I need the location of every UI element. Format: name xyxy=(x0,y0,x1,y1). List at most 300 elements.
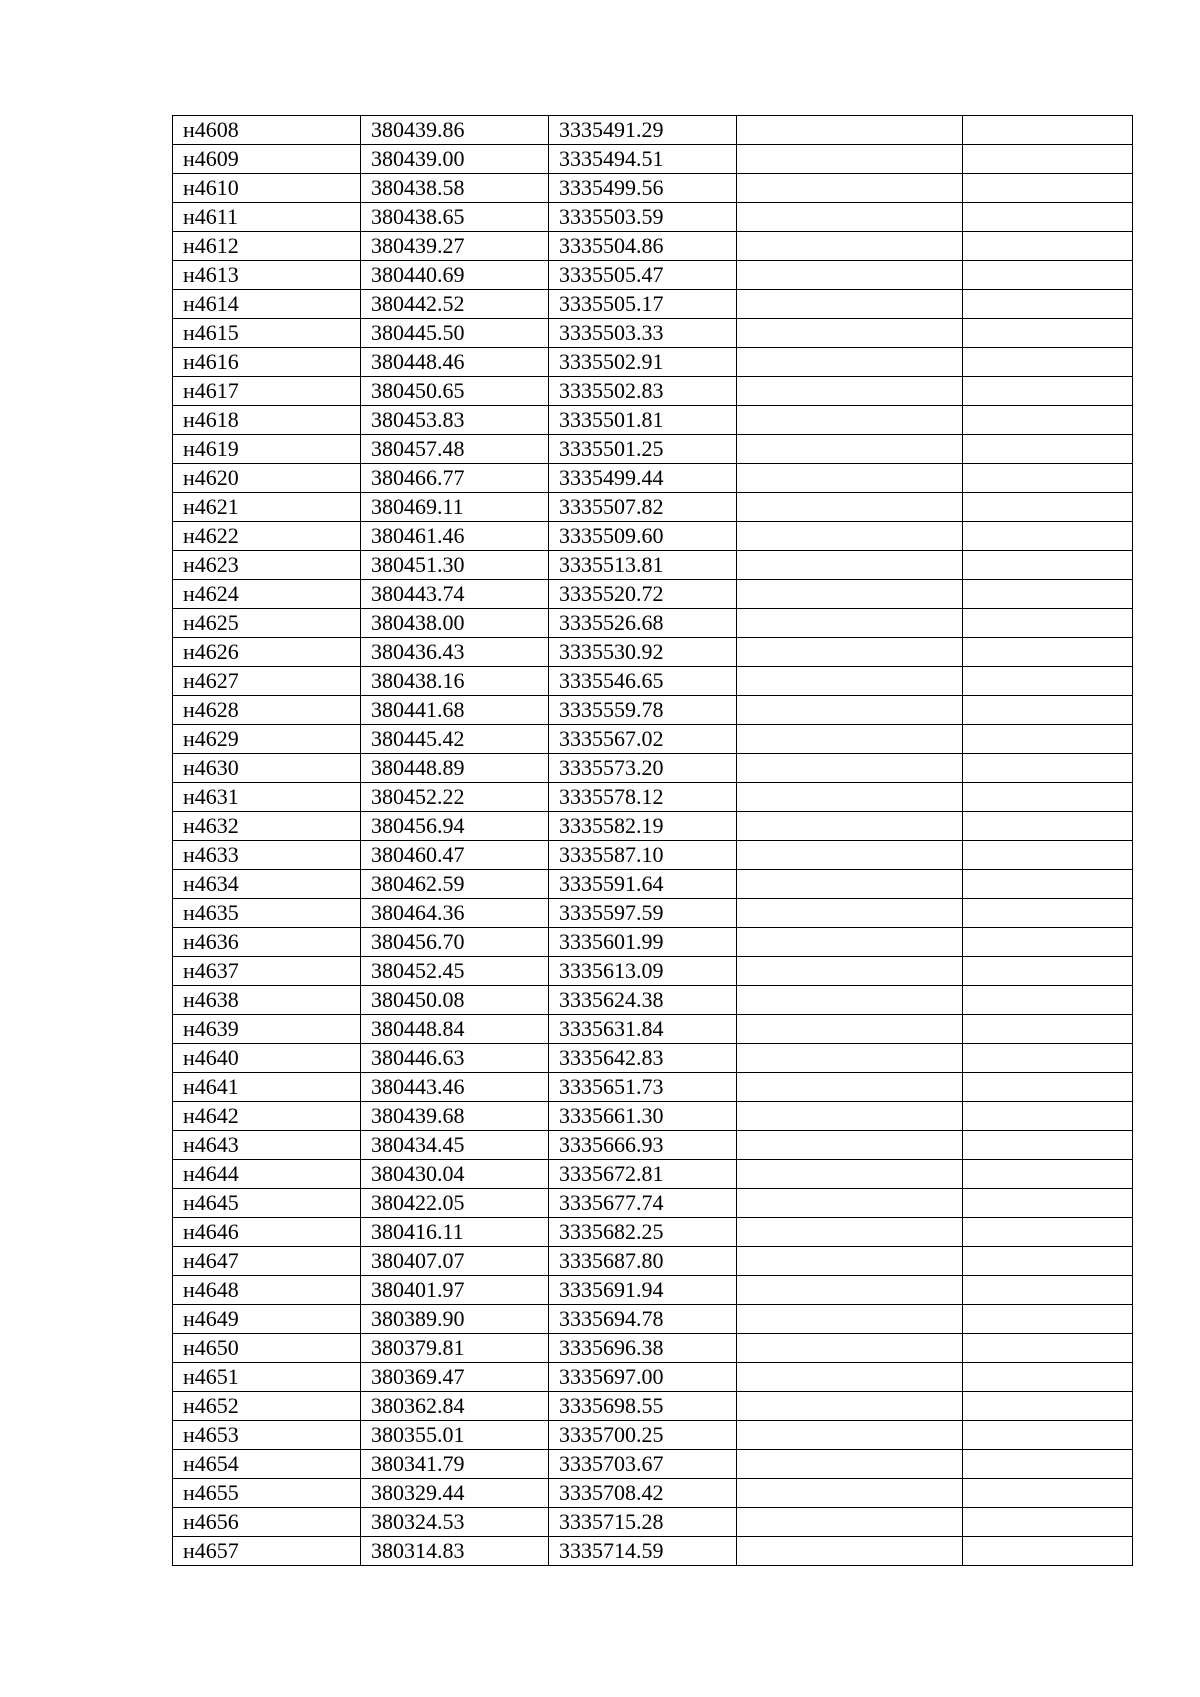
y-coordinate-cell: 3335503.33 xyxy=(549,319,737,348)
empty-cell xyxy=(737,435,963,464)
x-coordinate-cell: 380462.59 xyxy=(361,870,549,899)
empty-cell xyxy=(737,986,963,1015)
empty-cell xyxy=(737,928,963,957)
point-id-cell: н4626 xyxy=(173,638,361,667)
y-coordinate-cell: 3335666.93 xyxy=(549,1131,737,1160)
x-coordinate-cell: 380362.84 xyxy=(361,1392,549,1421)
empty-cell xyxy=(963,261,1133,290)
y-coordinate-cell: 3335559.78 xyxy=(549,696,737,725)
x-coordinate-cell: 380441.68 xyxy=(361,696,549,725)
empty-cell xyxy=(963,1247,1133,1276)
x-coordinate-cell: 380451.30 xyxy=(361,551,549,580)
x-coordinate-cell: 380448.46 xyxy=(361,348,549,377)
empty-cell xyxy=(737,1015,963,1044)
point-id-cell: н4616 xyxy=(173,348,361,377)
empty-cell xyxy=(963,725,1133,754)
x-coordinate-cell: 380438.65 xyxy=(361,203,549,232)
y-coordinate-cell: 3335513.81 xyxy=(549,551,737,580)
y-coordinate-cell: 3335714.59 xyxy=(549,1537,737,1566)
x-coordinate-cell: 380461.46 xyxy=(361,522,549,551)
table-row xyxy=(173,435,1133,464)
coordinates-table xyxy=(172,115,1133,1566)
empty-cell xyxy=(963,1218,1133,1247)
empty-cell xyxy=(737,174,963,203)
point-id-cell: н4655 xyxy=(173,1479,361,1508)
empty-cell xyxy=(963,638,1133,667)
empty-cell xyxy=(737,1508,963,1537)
table-row xyxy=(173,290,1133,319)
y-coordinate-cell: 3335530.92 xyxy=(549,638,737,667)
point-id-cell: н4611 xyxy=(173,203,361,232)
point-id-cell: н4615 xyxy=(173,319,361,348)
empty-cell xyxy=(737,261,963,290)
y-coordinate-cell: 3335503.59 xyxy=(549,203,737,232)
point-id-cell: н4612 xyxy=(173,232,361,261)
table-row xyxy=(173,1334,1133,1363)
x-coordinate-cell: 380469.11 xyxy=(361,493,549,522)
empty-cell xyxy=(963,1015,1133,1044)
coordinates-table-body xyxy=(173,116,1133,1566)
y-coordinate-cell: 3335613.09 xyxy=(549,957,737,986)
table-row xyxy=(173,812,1133,841)
point-id-cell: н4617 xyxy=(173,377,361,406)
table-row xyxy=(173,348,1133,377)
empty-cell xyxy=(737,725,963,754)
empty-cell xyxy=(737,1392,963,1421)
y-coordinate-cell: 3335601.99 xyxy=(549,928,737,957)
empty-cell xyxy=(963,667,1133,696)
table-row xyxy=(173,957,1133,986)
x-coordinate-cell: 380442.52 xyxy=(361,290,549,319)
table-row xyxy=(173,1073,1133,1102)
x-coordinate-cell: 380401.97 xyxy=(361,1276,549,1305)
table-row xyxy=(173,696,1133,725)
empty-cell xyxy=(737,203,963,232)
empty-cell xyxy=(963,1537,1133,1566)
y-coordinate-cell: 3335677.74 xyxy=(549,1189,737,1218)
x-coordinate-cell: 380438.58 xyxy=(361,174,549,203)
table-row xyxy=(173,406,1133,435)
point-id-cell: н4642 xyxy=(173,1102,361,1131)
empty-cell xyxy=(963,1073,1133,1102)
empty-cell xyxy=(737,1073,963,1102)
empty-cell xyxy=(737,1305,963,1334)
point-id-cell: н4652 xyxy=(173,1392,361,1421)
empty-cell xyxy=(737,377,963,406)
point-id-cell: н4635 xyxy=(173,899,361,928)
table-row xyxy=(173,493,1133,522)
y-coordinate-cell: 3335642.83 xyxy=(549,1044,737,1073)
empty-cell xyxy=(963,319,1133,348)
x-coordinate-cell: 380438.00 xyxy=(361,609,549,638)
y-coordinate-cell: 3335578.12 xyxy=(549,783,737,812)
point-id-cell: н4627 xyxy=(173,667,361,696)
table-row xyxy=(173,899,1133,928)
x-coordinate-cell: 380430.04 xyxy=(361,1160,549,1189)
y-coordinate-cell: 3335567.02 xyxy=(549,725,737,754)
empty-cell xyxy=(737,812,963,841)
x-coordinate-cell: 380416.11 xyxy=(361,1218,549,1247)
table-row xyxy=(173,1160,1133,1189)
x-coordinate-cell: 380452.45 xyxy=(361,957,549,986)
table-row xyxy=(173,1479,1133,1508)
y-coordinate-cell: 3335546.65 xyxy=(549,667,737,696)
x-coordinate-cell: 380445.50 xyxy=(361,319,549,348)
y-coordinate-cell: 3335499.44 xyxy=(549,464,737,493)
empty-cell xyxy=(963,290,1133,319)
empty-cell xyxy=(737,1102,963,1131)
point-id-cell: н4651 xyxy=(173,1363,361,1392)
y-coordinate-cell: 3335507.82 xyxy=(549,493,737,522)
empty-cell xyxy=(963,406,1133,435)
table-row xyxy=(173,1015,1133,1044)
y-coordinate-cell: 3335691.94 xyxy=(549,1276,737,1305)
empty-cell xyxy=(963,174,1133,203)
empty-cell xyxy=(737,696,963,725)
table-row xyxy=(173,580,1133,609)
empty-cell xyxy=(963,232,1133,261)
point-id-cell: н4656 xyxy=(173,1508,361,1537)
x-coordinate-cell: 380466.77 xyxy=(361,464,549,493)
table-row xyxy=(173,1305,1133,1334)
empty-cell xyxy=(963,1363,1133,1392)
point-id-cell: н4631 xyxy=(173,783,361,812)
table-row xyxy=(173,1247,1133,1276)
y-coordinate-cell: 3335505.47 xyxy=(549,261,737,290)
x-coordinate-cell: 380369.47 xyxy=(361,1363,549,1392)
y-coordinate-cell: 3335573.20 xyxy=(549,754,737,783)
table-row xyxy=(173,551,1133,580)
empty-cell xyxy=(963,783,1133,812)
empty-cell xyxy=(963,957,1133,986)
y-coordinate-cell: 3335504.86 xyxy=(549,232,737,261)
empty-cell xyxy=(963,841,1133,870)
table-row xyxy=(173,928,1133,957)
empty-cell xyxy=(737,783,963,812)
x-coordinate-cell: 380324.53 xyxy=(361,1508,549,1537)
empty-cell xyxy=(737,1363,963,1392)
table-row xyxy=(173,667,1133,696)
empty-cell xyxy=(963,145,1133,174)
table-row xyxy=(173,1102,1133,1131)
point-id-cell: н4643 xyxy=(173,1131,361,1160)
empty-cell xyxy=(737,1450,963,1479)
empty-cell xyxy=(737,1160,963,1189)
x-coordinate-cell: 380434.45 xyxy=(361,1131,549,1160)
empty-cell xyxy=(963,1276,1133,1305)
y-coordinate-cell: 3335651.73 xyxy=(549,1073,737,1102)
x-coordinate-cell: 380329.44 xyxy=(361,1479,549,1508)
empty-cell xyxy=(737,232,963,261)
point-id-cell: н4619 xyxy=(173,435,361,464)
table-row xyxy=(173,1218,1133,1247)
x-coordinate-cell: 380443.74 xyxy=(361,580,549,609)
empty-cell xyxy=(963,377,1133,406)
point-id-cell: н4636 xyxy=(173,928,361,957)
x-coordinate-cell: 380456.70 xyxy=(361,928,549,957)
y-coordinate-cell: 3335597.59 xyxy=(549,899,737,928)
empty-cell xyxy=(963,609,1133,638)
x-coordinate-cell: 380450.08 xyxy=(361,986,549,1015)
point-id-cell: н4653 xyxy=(173,1421,361,1450)
table-row xyxy=(173,1189,1133,1218)
x-coordinate-cell: 380457.48 xyxy=(361,435,549,464)
x-coordinate-cell: 380439.68 xyxy=(361,1102,549,1131)
y-coordinate-cell: 3335520.72 xyxy=(549,580,737,609)
table-row xyxy=(173,725,1133,754)
point-id-cell: н4641 xyxy=(173,1073,361,1102)
point-id-cell: н4609 xyxy=(173,145,361,174)
empty-cell xyxy=(963,522,1133,551)
point-id-cell: н4623 xyxy=(173,551,361,580)
empty-cell xyxy=(737,638,963,667)
empty-cell xyxy=(963,870,1133,899)
table-row xyxy=(173,754,1133,783)
empty-cell xyxy=(963,1189,1133,1218)
empty-cell xyxy=(737,580,963,609)
point-id-cell: н4618 xyxy=(173,406,361,435)
point-id-cell: н4634 xyxy=(173,870,361,899)
empty-cell xyxy=(737,1189,963,1218)
empty-cell xyxy=(737,348,963,377)
empty-cell xyxy=(963,928,1133,957)
point-id-cell: н4629 xyxy=(173,725,361,754)
empty-cell xyxy=(963,1131,1133,1160)
table-row xyxy=(173,638,1133,667)
empty-cell xyxy=(737,1044,963,1073)
empty-cell xyxy=(963,1334,1133,1363)
point-id-cell: н4650 xyxy=(173,1334,361,1363)
point-id-cell: н4649 xyxy=(173,1305,361,1334)
point-id-cell: н4613 xyxy=(173,261,361,290)
empty-cell xyxy=(737,1334,963,1363)
table-row xyxy=(173,1392,1133,1421)
table-row xyxy=(173,870,1133,899)
empty-cell xyxy=(963,812,1133,841)
empty-cell xyxy=(737,1218,963,1247)
empty-cell xyxy=(963,203,1133,232)
empty-cell xyxy=(963,348,1133,377)
table-row xyxy=(173,203,1133,232)
y-coordinate-cell: 3335509.60 xyxy=(549,522,737,551)
point-id-cell: н4647 xyxy=(173,1247,361,1276)
empty-cell xyxy=(963,1160,1133,1189)
y-coordinate-cell: 3335502.83 xyxy=(549,377,737,406)
point-id-cell: н4610 xyxy=(173,174,361,203)
point-id-cell: н4644 xyxy=(173,1160,361,1189)
point-id-cell: н4633 xyxy=(173,841,361,870)
point-id-cell: н4639 xyxy=(173,1015,361,1044)
y-coordinate-cell: 3335587.10 xyxy=(549,841,737,870)
table-row xyxy=(173,116,1133,145)
x-coordinate-cell: 380443.46 xyxy=(361,1073,549,1102)
y-coordinate-cell: 3335501.81 xyxy=(549,406,737,435)
x-coordinate-cell: 380460.47 xyxy=(361,841,549,870)
x-coordinate-cell: 380464.36 xyxy=(361,899,549,928)
table-row xyxy=(173,1421,1133,1450)
x-coordinate-cell: 380448.89 xyxy=(361,754,549,783)
empty-cell xyxy=(737,1421,963,1450)
point-id-cell: н4630 xyxy=(173,754,361,783)
x-coordinate-cell: 380355.01 xyxy=(361,1421,549,1450)
point-id-cell: н4632 xyxy=(173,812,361,841)
point-id-cell: н4622 xyxy=(173,522,361,551)
point-id-cell: н4654 xyxy=(173,1450,361,1479)
y-coordinate-cell: 3335715.28 xyxy=(549,1508,737,1537)
y-coordinate-cell: 3335682.25 xyxy=(549,1218,737,1247)
x-coordinate-cell: 380452.22 xyxy=(361,783,549,812)
empty-cell xyxy=(963,1102,1133,1131)
y-coordinate-cell: 3335631.84 xyxy=(549,1015,737,1044)
empty-cell xyxy=(963,116,1133,145)
y-coordinate-cell: 3335526.68 xyxy=(549,609,737,638)
empty-cell xyxy=(963,1479,1133,1508)
point-id-cell: н4625 xyxy=(173,609,361,638)
table-row xyxy=(173,145,1133,174)
x-coordinate-cell: 380407.07 xyxy=(361,1247,549,1276)
point-id-cell: н4614 xyxy=(173,290,361,319)
empty-cell xyxy=(737,116,963,145)
empty-cell xyxy=(963,1508,1133,1537)
y-coordinate-cell: 3335687.80 xyxy=(549,1247,737,1276)
empty-cell xyxy=(737,1537,963,1566)
empty-cell xyxy=(737,522,963,551)
empty-cell xyxy=(737,493,963,522)
table-row xyxy=(173,377,1133,406)
table-row xyxy=(173,986,1133,1015)
table-row xyxy=(173,1044,1133,1073)
x-coordinate-cell: 380439.86 xyxy=(361,116,549,145)
point-id-cell: н4637 xyxy=(173,957,361,986)
y-coordinate-cell: 3335672.81 xyxy=(549,1160,737,1189)
table-row xyxy=(173,464,1133,493)
empty-cell xyxy=(963,1305,1133,1334)
x-coordinate-cell: 380448.84 xyxy=(361,1015,549,1044)
y-coordinate-cell: 3335494.51 xyxy=(549,145,737,174)
point-id-cell: н4640 xyxy=(173,1044,361,1073)
table-row xyxy=(173,319,1133,348)
empty-cell xyxy=(963,551,1133,580)
empty-cell xyxy=(963,899,1133,928)
y-coordinate-cell: 3335703.67 xyxy=(549,1450,737,1479)
y-coordinate-cell: 3335491.29 xyxy=(549,116,737,145)
empty-cell xyxy=(737,957,963,986)
x-coordinate-cell: 380453.83 xyxy=(361,406,549,435)
y-coordinate-cell: 3335624.38 xyxy=(549,986,737,1015)
y-coordinate-cell: 3335700.25 xyxy=(549,1421,737,1450)
empty-cell xyxy=(737,899,963,928)
point-id-cell: н4645 xyxy=(173,1189,361,1218)
y-coordinate-cell: 3335708.42 xyxy=(549,1479,737,1508)
empty-cell xyxy=(737,406,963,435)
y-coordinate-cell: 3335698.55 xyxy=(549,1392,737,1421)
empty-cell xyxy=(737,870,963,899)
x-coordinate-cell: 380446.63 xyxy=(361,1044,549,1073)
empty-cell xyxy=(737,551,963,580)
empty-cell xyxy=(737,754,963,783)
point-id-cell: н4648 xyxy=(173,1276,361,1305)
x-coordinate-cell: 380436.43 xyxy=(361,638,549,667)
x-coordinate-cell: 380438.16 xyxy=(361,667,549,696)
point-id-cell: н4620 xyxy=(173,464,361,493)
y-coordinate-cell: 3335591.64 xyxy=(549,870,737,899)
x-coordinate-cell: 380440.69 xyxy=(361,261,549,290)
y-coordinate-cell: 3335502.91 xyxy=(549,348,737,377)
table-row xyxy=(173,261,1133,290)
empty-cell xyxy=(963,435,1133,464)
empty-cell xyxy=(963,754,1133,783)
empty-cell xyxy=(737,1479,963,1508)
table-row xyxy=(173,1131,1133,1160)
point-id-cell: н4638 xyxy=(173,986,361,1015)
y-coordinate-cell: 3335501.25 xyxy=(549,435,737,464)
table-row xyxy=(173,174,1133,203)
empty-cell xyxy=(963,986,1133,1015)
table-row xyxy=(173,783,1133,812)
empty-cell xyxy=(737,667,963,696)
point-id-cell: н4657 xyxy=(173,1537,361,1566)
point-id-cell: н4624 xyxy=(173,580,361,609)
empty-cell xyxy=(737,1247,963,1276)
table-row xyxy=(173,1508,1133,1537)
empty-cell xyxy=(737,319,963,348)
empty-cell xyxy=(963,696,1133,725)
point-id-cell: н4628 xyxy=(173,696,361,725)
point-id-cell: н4608 xyxy=(173,116,361,145)
empty-cell xyxy=(737,145,963,174)
table-row xyxy=(173,1450,1133,1479)
x-coordinate-cell: 380439.27 xyxy=(361,232,549,261)
empty-cell xyxy=(963,1421,1133,1450)
empty-cell xyxy=(963,1392,1133,1421)
table-row xyxy=(173,1363,1133,1392)
x-coordinate-cell: 380379.81 xyxy=(361,1334,549,1363)
table-row xyxy=(173,232,1133,261)
x-coordinate-cell: 380422.05 xyxy=(361,1189,549,1218)
empty-cell xyxy=(737,1131,963,1160)
empty-cell xyxy=(737,290,963,319)
empty-cell xyxy=(963,464,1133,493)
y-coordinate-cell: 3335499.56 xyxy=(549,174,737,203)
empty-cell xyxy=(963,580,1133,609)
x-coordinate-cell: 380389.90 xyxy=(361,1305,549,1334)
y-coordinate-cell: 3335697.00 xyxy=(549,1363,737,1392)
x-coordinate-cell: 380341.79 xyxy=(361,1450,549,1479)
x-coordinate-cell: 380450.65 xyxy=(361,377,549,406)
x-coordinate-cell: 380445.42 xyxy=(361,725,549,754)
table-row xyxy=(173,1537,1133,1566)
table-row xyxy=(173,841,1133,870)
y-coordinate-cell: 3335661.30 xyxy=(549,1102,737,1131)
x-coordinate-cell: 380439.00 xyxy=(361,145,549,174)
empty-cell xyxy=(963,493,1133,522)
empty-cell xyxy=(963,1450,1133,1479)
table-row xyxy=(173,522,1133,551)
empty-cell xyxy=(737,464,963,493)
y-coordinate-cell: 3335582.19 xyxy=(549,812,737,841)
x-coordinate-cell: 380456.94 xyxy=(361,812,549,841)
y-coordinate-cell: 3335696.38 xyxy=(549,1334,737,1363)
empty-cell xyxy=(737,609,963,638)
table-row xyxy=(173,1276,1133,1305)
table-row xyxy=(173,609,1133,638)
x-coordinate-cell: 380314.83 xyxy=(361,1537,549,1566)
point-id-cell: н4621 xyxy=(173,493,361,522)
point-id-cell: н4646 xyxy=(173,1218,361,1247)
empty-cell xyxy=(737,1276,963,1305)
empty-cell xyxy=(963,1044,1133,1073)
y-coordinate-cell: 3335694.78 xyxy=(549,1305,737,1334)
